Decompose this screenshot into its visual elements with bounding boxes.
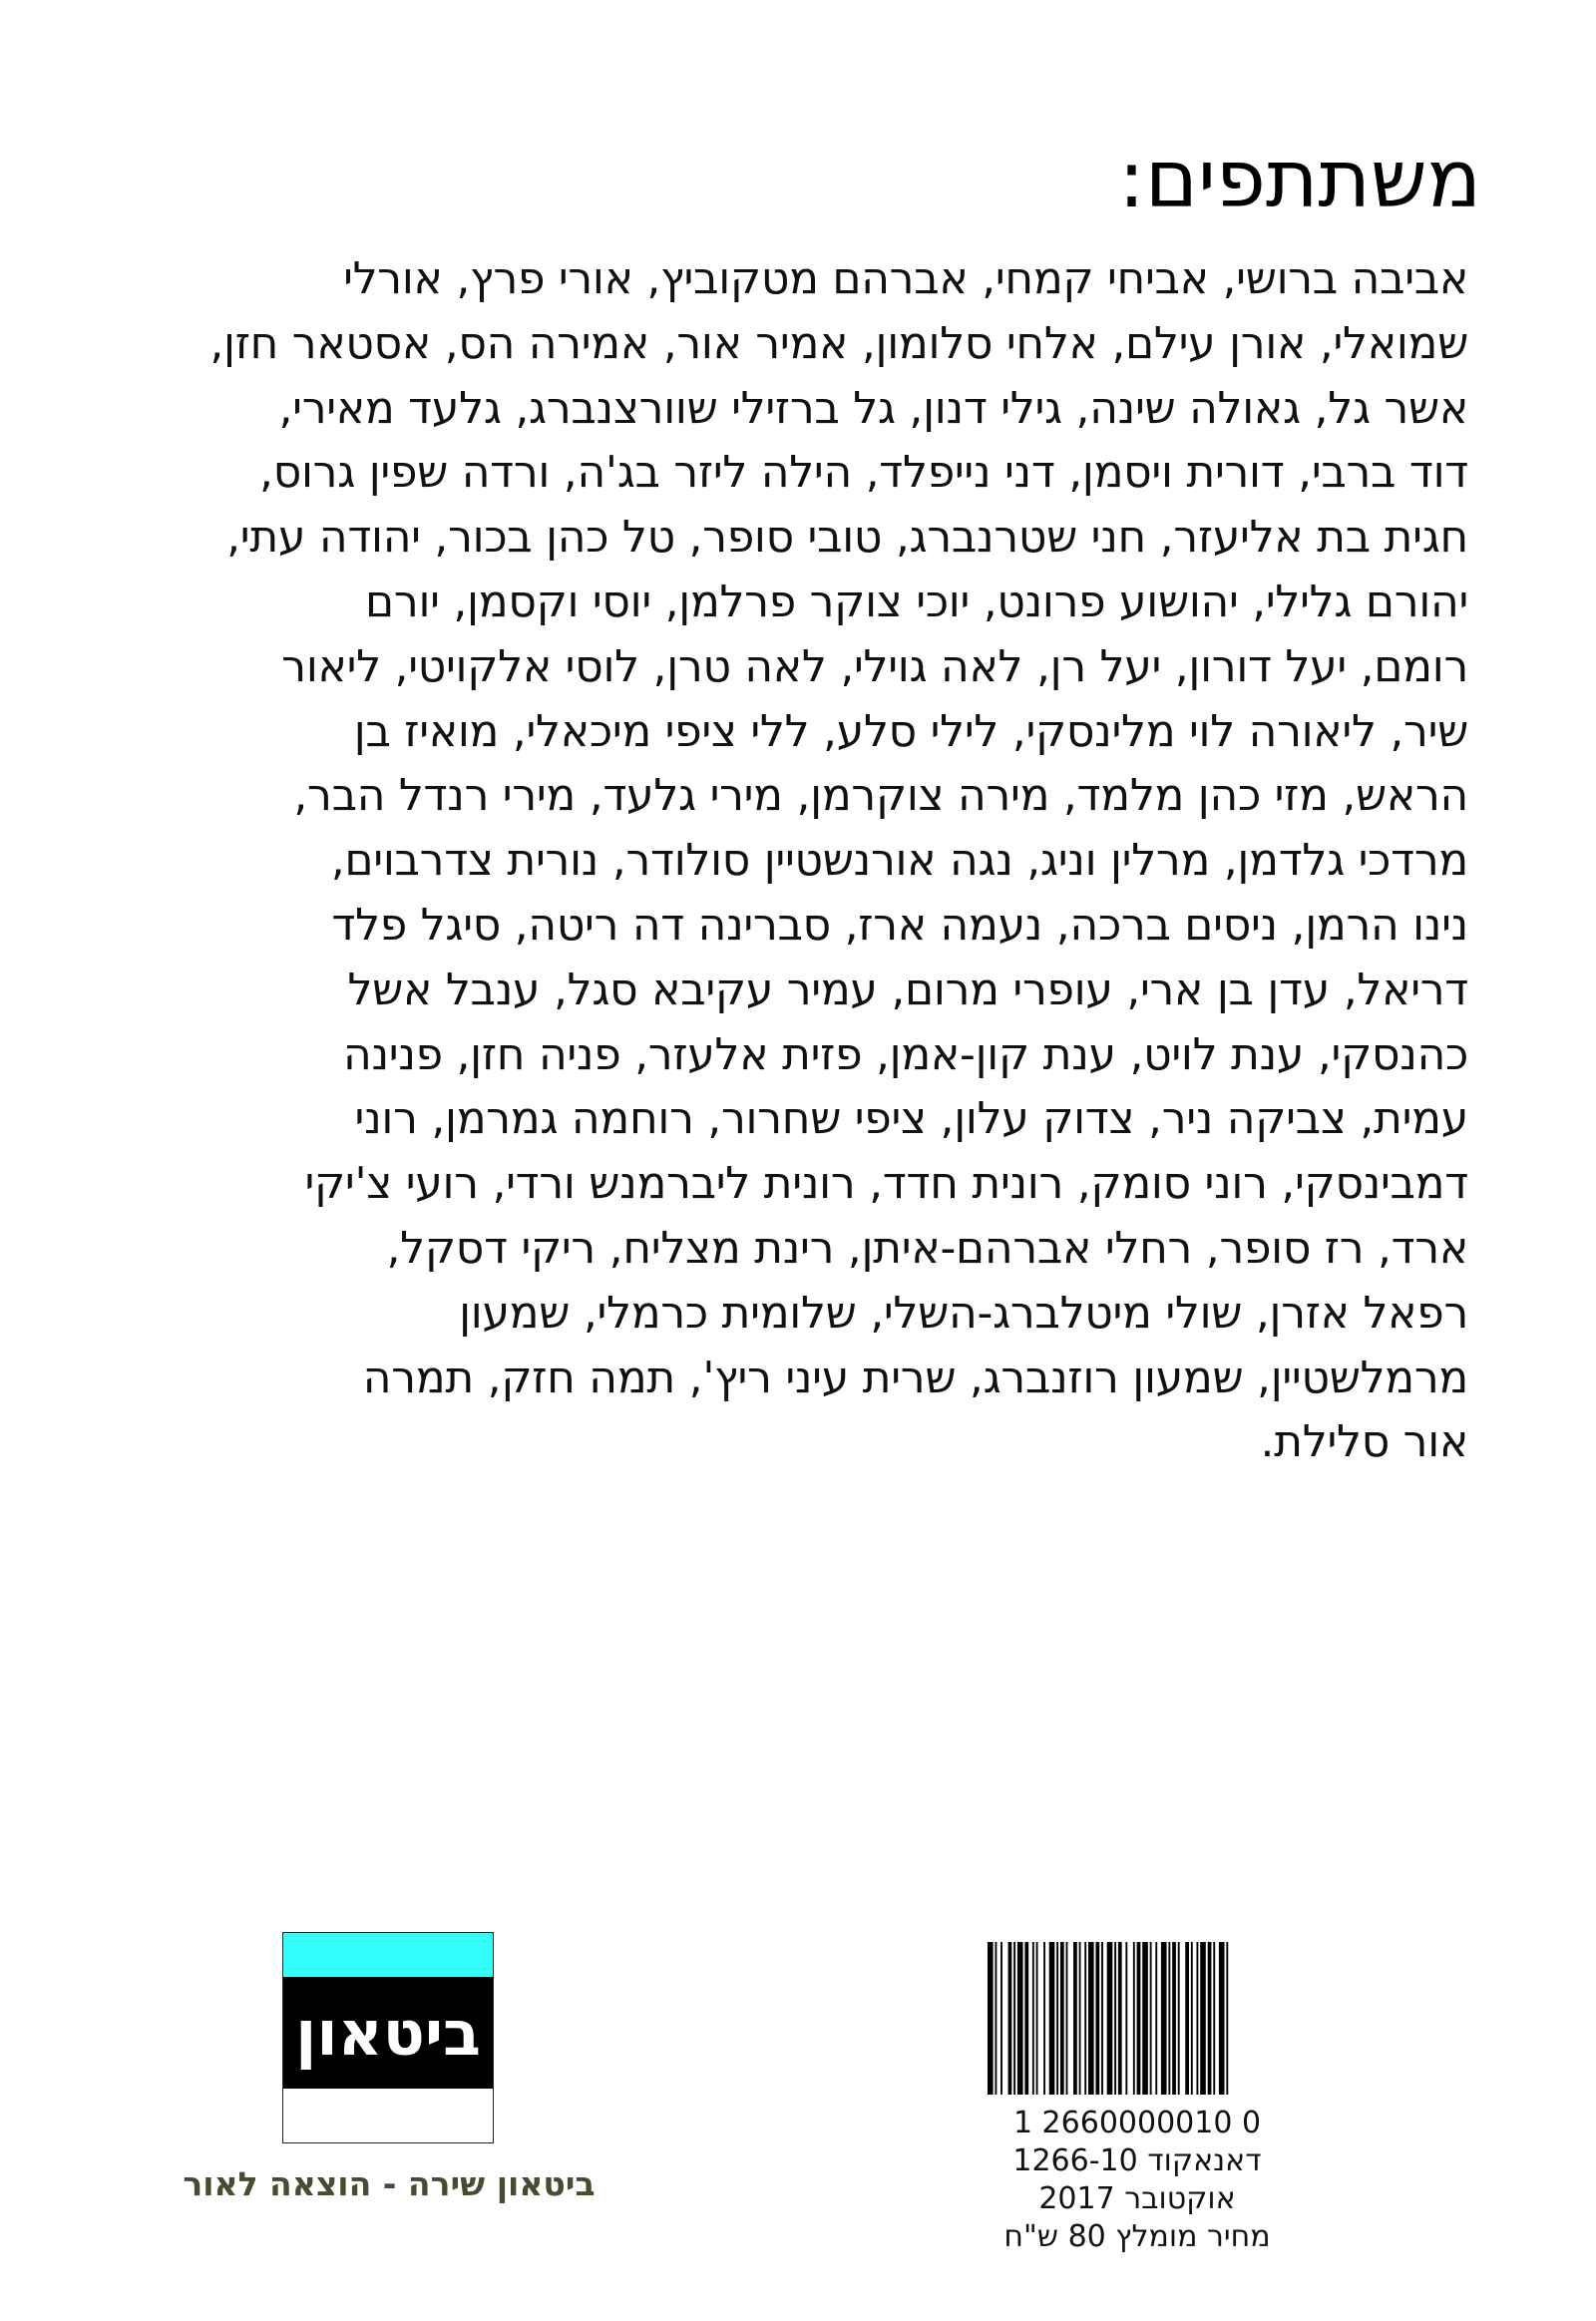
barcode-bar bbox=[1118, 1942, 1122, 2095]
barcode-bar bbox=[1185, 1942, 1189, 2095]
barcode-bar bbox=[1066, 1942, 1068, 2095]
price-text: מחיר מומלץ 80 ש"ח bbox=[1003, 2219, 1271, 2254]
barcode-bar bbox=[1137, 1942, 1141, 2095]
barcode-bar bbox=[1060, 1942, 1064, 2095]
publisher-line: ביטאון שירה - הוצאה לאור bbox=[183, 2164, 596, 2203]
barcode-bar bbox=[1043, 1942, 1045, 2095]
participants-line: רומם, יעל דורון, יעל רן, לאה גוילי, לאה טרן, לוסי אלקויטי, ליאור bbox=[281, 640, 1468, 692]
barcode-bar bbox=[1008, 1942, 1012, 2095]
barcode-bar bbox=[1208, 1942, 1212, 2095]
logo-cyan-band bbox=[283, 1933, 493, 1977]
barcode-bar bbox=[1088, 1942, 1094, 2095]
barcode-bar bbox=[1219, 1942, 1225, 2095]
barcode-bar bbox=[1036, 1942, 1038, 2095]
barcode-bar bbox=[1032, 1942, 1034, 2095]
barcode-icon bbox=[988, 1942, 1232, 2095]
barcode-number: 1 2660000010 0 bbox=[1012, 2106, 1262, 2140]
barcode-bar bbox=[1142, 1942, 1148, 2095]
barcode-bar bbox=[1213, 1942, 1215, 2095]
barcode-bar bbox=[988, 1942, 994, 2095]
danacode-text: דאנאקוד 1266-10 bbox=[1012, 2143, 1262, 2178]
participants-line: אביבה ברושי, אביחי קמחי, אברהם מטקוביץ, אורי פרץ, אורלי bbox=[343, 253, 1468, 304]
page-title: משתתפים: bbox=[1117, 133, 1481, 225]
barcode-bar bbox=[1161, 1942, 1167, 2095]
barcode-bar bbox=[995, 1942, 997, 2095]
barcode-bar bbox=[1114, 1942, 1116, 2095]
barcode-bar bbox=[1084, 1942, 1086, 2095]
barcode-bar bbox=[1226, 1942, 1228, 2095]
participants-line: יהורם גלילי, יהושוע פרונט, יוכי צוקר פרלמן, יוסי וקסמן, יורם bbox=[365, 576, 1468, 627]
barcode-bar bbox=[1133, 1942, 1135, 2095]
participants-line: שיר, ליאורה לוי מלינסקי, לילי סלע, ללי ציפי מיכאלי, מואיז בן bbox=[353, 705, 1468, 757]
barcode-bar bbox=[1168, 1942, 1170, 2095]
participants-line: שמואלי, אורן עילם, אלחי סלומון, אמיר אור, אמירה הס, אסטאר חזן, bbox=[209, 317, 1468, 369]
barcode-bar bbox=[1024, 1942, 1028, 2095]
participants-line: דוד ברבי, דורית ויסמן, דני נייפלד, הילה ליזר בג'ה, ורדה שפין גרוס, bbox=[259, 447, 1468, 499]
participants-line: עמית, צביקה ניר, צדוק עלון, ציפי שחרור, רוחמה גמרמן, רוני bbox=[354, 1093, 1468, 1145]
barcode-bar bbox=[1150, 1942, 1152, 2095]
barcode-bar bbox=[1101, 1942, 1103, 2095]
publication-date: אוקטובר 2017 bbox=[1038, 2181, 1236, 2216]
publisher-logo bbox=[282, 1932, 494, 2143]
barcode-bar bbox=[1017, 1942, 1023, 2095]
barcode-bar bbox=[1107, 1942, 1113, 2095]
participants-line: מרמלשטיין, שמעון רוזנברג, שרית עיני ריץ', תמה חזק, תמרה bbox=[362, 1352, 1468, 1403]
participants-line: דריאל, עדן בן ארי, עופרי מרום, עמיר עקיבא סגל, ענבל אשל bbox=[347, 964, 1468, 1015]
barcode-bar bbox=[1178, 1942, 1180, 2095]
logo-text: ביטאון bbox=[283, 1977, 493, 2089]
participants-line: אשר גל, גאולה שינה, גילי דנון, גל ברזילי שוורצנברג, גלעד מאירי, bbox=[278, 382, 1468, 434]
participants-line: מרדכי גלדמן, מרלין וניג, נגה אורנשטיין סולודר, נורית צדרבוים, bbox=[330, 835, 1468, 887]
barcode-bar bbox=[1079, 1942, 1081, 2095]
participants-line: נינו הרמן, ניסים ברכה, נעמה ארז, סברינה דה ריטה, סיגל פלד bbox=[331, 899, 1468, 951]
participants-line: כהנסקי, ענת לויט, ענת קון-אמן, פזית אלעזר, פניה חזן, פנינה bbox=[343, 1028, 1468, 1080]
barcode-bar bbox=[1073, 1942, 1077, 2095]
barcode-bar bbox=[1191, 1942, 1193, 2095]
book-info bbox=[978, 2105, 1297, 2256]
participants-line: דמבינסקי, רוני סומק, רונית חדד, רונית ליברמנש ורדי, רועי צ'יקי bbox=[304, 1158, 1468, 1210]
barcode-bar bbox=[1196, 1942, 1198, 2095]
barcode-bar bbox=[1049, 1942, 1055, 2095]
participants-line: ארד, רז סופר, רחלי אברהם-איתן, רינת מצליח, ריקי דסקל, bbox=[386, 1222, 1468, 1274]
barcode-bar bbox=[1095, 1942, 1099, 2095]
logo-white-band bbox=[283, 2089, 493, 2142]
participants-line: הראש, מזי כהן מלמד, מירה צוקרמן, מירי גלעד, מירי רנדל הבר, bbox=[293, 770, 1468, 822]
barcode-bar bbox=[1125, 1942, 1127, 2095]
participants-line: חגית בת אליעזר, חני שטרנברג, טובי סופר, טל כהן בכור, יהודה עתי, bbox=[226, 512, 1468, 564]
participants-list bbox=[112, 247, 1468, 1475]
barcode-bar bbox=[1013, 1942, 1015, 2095]
barcode-bar bbox=[1056, 1942, 1058, 2095]
barcode-bar bbox=[1155, 1942, 1157, 2095]
barcode-bar bbox=[1000, 1942, 1002, 2095]
barcode-bar bbox=[1172, 1942, 1176, 2095]
participants-line: רפאל אזרן, שולי מיטלברג-השלי, שלומית כרמלי, שמעון bbox=[459, 1287, 1468, 1339]
barcode-bar bbox=[1200, 1942, 1206, 2095]
participants-line: אור סלילת. bbox=[1260, 1416, 1468, 1468]
